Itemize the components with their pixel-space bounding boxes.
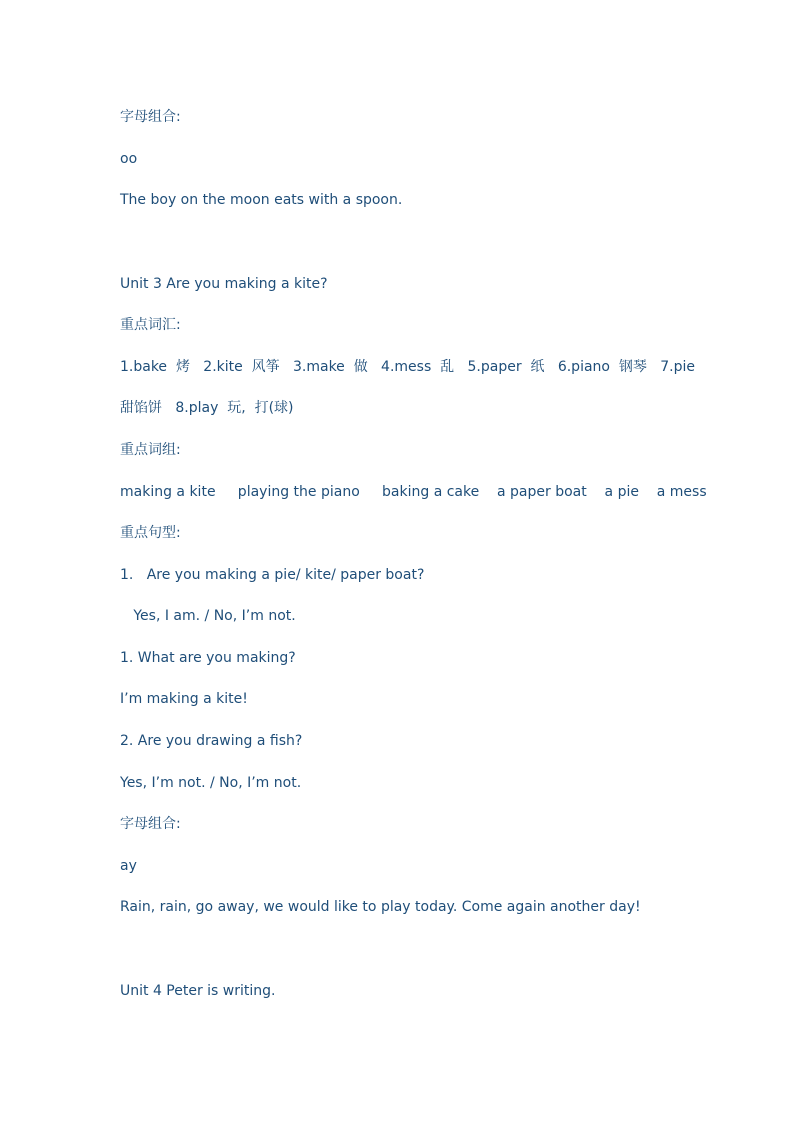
rhyme-text: The boy on the moon eats with a spoon.	[120, 192, 403, 208]
letter-combo: ay	[120, 858, 137, 874]
letter-combo-label: 字母组合:	[120, 109, 181, 125]
section-label: 重点词组:	[120, 442, 181, 458]
sentence-question: 1. What are you making?	[120, 650, 296, 666]
section-label: 重点词汇:	[120, 317, 181, 333]
letter-combo-label: 字母组合:	[120, 816, 181, 832]
unit-title: Unit 4 Peter is writing.	[120, 983, 276, 999]
section-label: 重点句型:	[120, 525, 181, 541]
sentence-question: 2. Are you drawing a fish?	[120, 733, 303, 749]
phrases-line: making a kite playing the piano baking a cake a paper boat a pie a mess	[120, 484, 707, 500]
sentence-question: 1. Are you making a pie/ kite/ paper boat?	[120, 567, 425, 583]
unit-title: Unit 3 Are you making a kite?	[120, 276, 328, 292]
vocab-line: 甜馅饼 8.play 玩, 打(球)	[120, 400, 294, 416]
letter-combo: oo	[120, 151, 138, 167]
rhyme-text: Rain, rain, go away, we would like to play today. Come again another day!	[120, 899, 641, 915]
sentence-answer: Yes, I am. / No, I’m not.	[120, 608, 296, 624]
sentence-answer: I’m making a kite!	[120, 691, 248, 707]
sentence-answer: Yes, I’m not. / No, I’m not.	[120, 775, 302, 791]
vocab-line: 1.bake 烤 2.kite 风筝 3.make 做 4.mess 乱 5.paper 纸 6.piano 钢琴 7.pie	[120, 359, 695, 375]
